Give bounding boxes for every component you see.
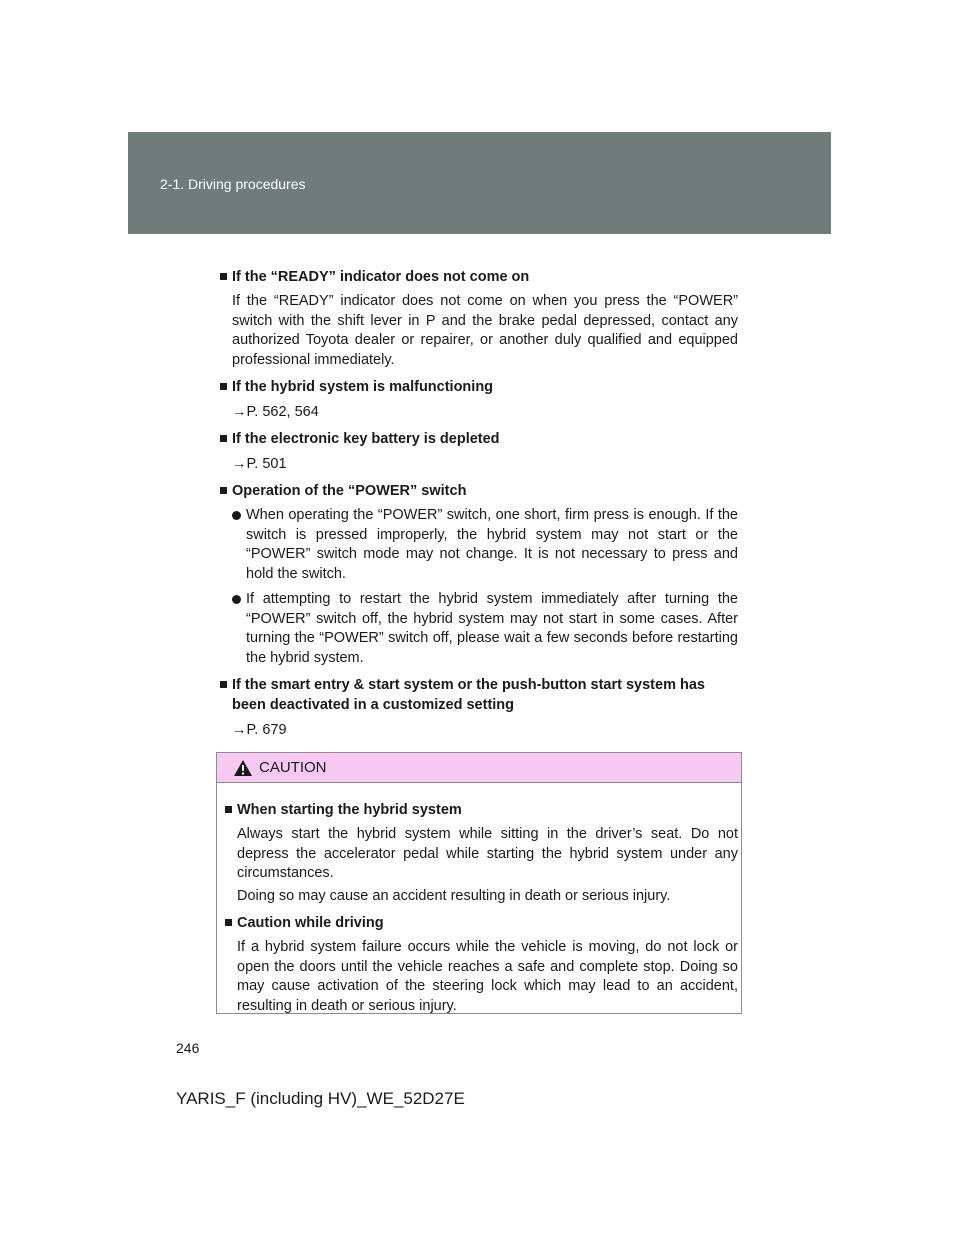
caution-heading-driving: Caution while driving: [225, 913, 738, 933]
warning-triangle-icon: [233, 759, 253, 777]
heading-key-battery: If the electronic key battery is depleted: [220, 429, 738, 449]
square-bullet-icon: [220, 383, 227, 390]
paragraph-ready-indicator: If the “READY” indicator does not come on when you press the “POWER” switch with the shift lever in P and the brake pedal depressed, contact any authorized Toyota dealer or repairer, or another duly qualified and equipped professional immediately.: [232, 293, 738, 368]
list-item: When operating the “POWER” switch, one short, firm press is enough. If the switch is pressed improperly, the hybrid system may not start or the “POWER” switch mode may not change. It is not necessary to press and hold the switch.: [220, 506, 738, 584]
caution-title: CAUTION: [259, 759, 327, 776]
heading-hybrid-malfunction: If the hybrid system is malfunctioning: [220, 377, 738, 397]
caution-paragraph: Always start the hybrid system while sitting in the driver’s seat. Do not depress the accelerator pedal while starting the hybrid system under any circumstances.: [237, 826, 738, 881]
caution-box: [216, 752, 742, 1014]
page-number: 246: [176, 1040, 200, 1056]
round-bullet-icon: [232, 595, 241, 604]
square-bullet-icon: [225, 919, 232, 926]
caution-paragraph: Doing so may cause an accident resulting in death or serious injury.: [237, 887, 671, 904]
heading-smart-entry: If the smart entry & start system or the push-button start system has been deactivated in a customized setting: [220, 675, 738, 715]
square-bullet-icon: [220, 487, 227, 494]
main-content: [220, 260, 738, 743]
square-bullet-icon: [220, 435, 227, 442]
round-bullet-icon: [232, 511, 241, 520]
page-reference: →P. 501: [232, 456, 287, 472]
document-id: YARIS_F (including HV)_WE_52D27E: [176, 1089, 465, 1108]
heading-power-switch: Operation of the “POWER” switch: [220, 481, 738, 501]
square-bullet-icon: [220, 681, 227, 688]
caution-heading-starting: When starting the hybrid system: [225, 800, 738, 820]
square-bullet-icon: [220, 273, 227, 280]
heading-ready-indicator: If the “READY” indicator does not come on: [220, 267, 738, 287]
caution-body: [217, 783, 741, 1016]
square-bullet-icon: [225, 806, 232, 813]
page-reference: →P. 679: [232, 722, 287, 738]
section-title: 2-1. Driving procedures: [160, 176, 306, 192]
page-reference: →P. 562, 564: [232, 404, 319, 420]
list-item: If attempting to restart the hybrid system immediately after turning the “POWER” switch off, the hybrid system may not start in some cases. After turning the “POWER” switch off, please wait a few seconds before restarting the hybrid system.: [220, 590, 738, 668]
caution-paragraph: If a hybrid system failure occurs while the vehicle is moving, do not lock or open the doors until the vehicle reaches a safe and complete stop. Doing so may cause activation of the steering lock which may lead to an accident, resulting in death or serious injury.: [237, 939, 738, 1014]
caution-header: [217, 753, 741, 783]
